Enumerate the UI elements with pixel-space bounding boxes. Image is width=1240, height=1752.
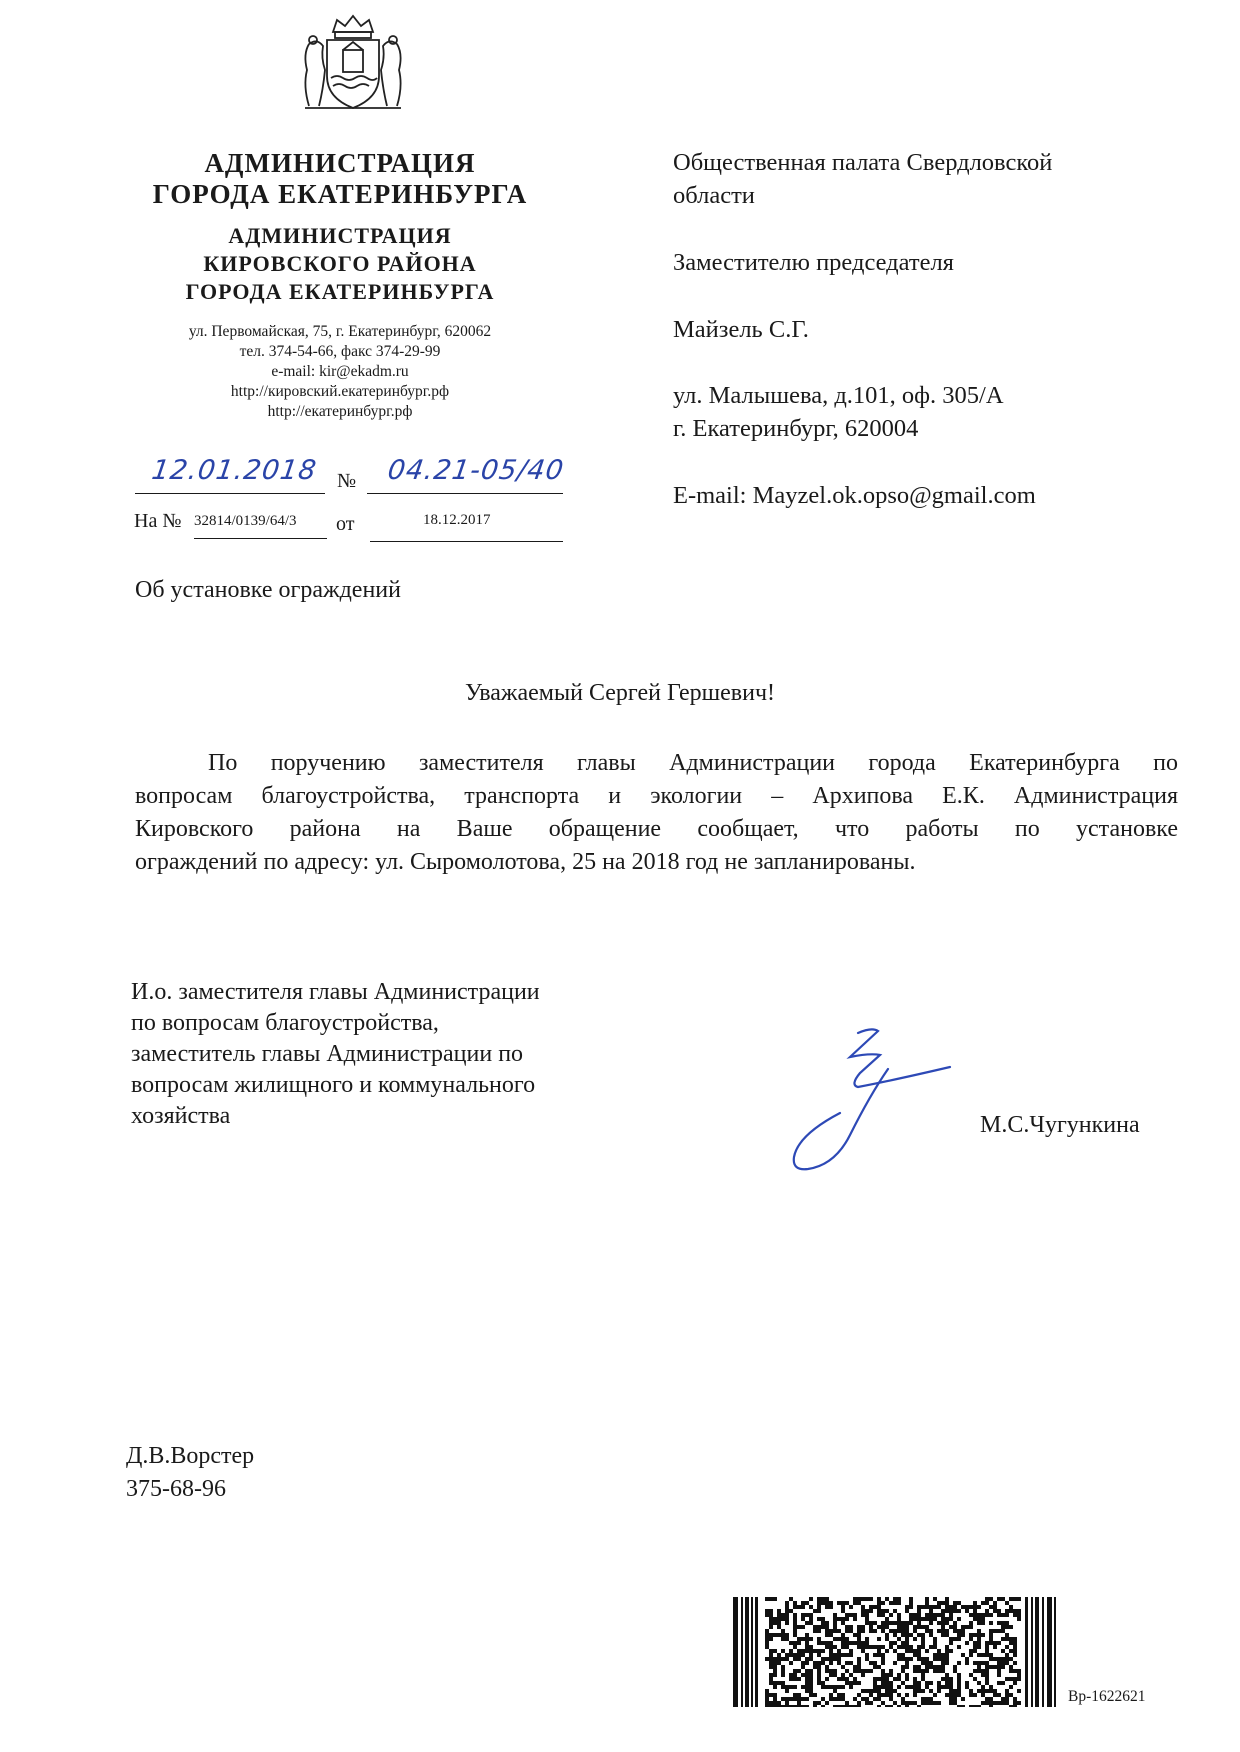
contact-block: [120, 322, 560, 422]
letter-subject: Об установке ограждений: [135, 577, 401, 603]
executor-phone: 375-68-96: [126, 1476, 226, 1502]
recipient-email: E-mail: Mayzel.ok.opso@gmail.com: [673, 482, 1036, 509]
coat-of-arms-icon: [297, 14, 409, 114]
handwritten-date: 12.01.2018: [149, 455, 319, 486]
reply-date-underline: [370, 541, 563, 542]
signatory-line-3: заместитель главы Администрации по: [131, 1041, 524, 1067]
number-underline: [367, 493, 563, 494]
recipient-org-line-1: Общественная палата Свердловской: [673, 149, 1053, 176]
organization-title: [120, 148, 560, 210]
org-line-2: ГОРОДА ЕКАТЕРИНБУРГА: [152, 179, 528, 209]
signatory-line-1: И.о. заместителя главы Администрации: [131, 979, 540, 1005]
body-line-1: По поручению заместителя главы Администрации города Екатеринбурга по: [208, 750, 1178, 776]
signatory-line-4: вопросам жилищного и коммунального: [131, 1072, 536, 1098]
recipient-address: [673, 379, 1004, 445]
from-label: от: [336, 513, 355, 535]
body-line-3: Кировского района на Ваше обращение сообщает, что работы по установке: [135, 816, 1178, 842]
signatory-line-2: по вопросам благоустройства,: [131, 1010, 439, 1036]
suborganization-title: [120, 222, 560, 306]
reply-label: На №: [134, 510, 182, 532]
signatory-name: М.С.Чугункина: [980, 1112, 1140, 1138]
sub-line-1: АДМИНИСТРАЦИЯ: [228, 223, 452, 248]
handwritten-number: 04.21-05/40: [385, 455, 567, 486]
recipient-address-line-2: г. Екатеринбург, 620004: [673, 415, 919, 442]
signatory-line-5: хозяйства: [131, 1103, 231, 1129]
contact-email: e-mail: kir@ekadm.ru: [271, 363, 409, 380]
recipient-org: [673, 146, 1052, 212]
recipient-org-line-2: области: [673, 182, 755, 209]
contact-site-district: http://кировский.екатеринбург.рф: [230, 383, 450, 400]
body-line-4: ограждений по адресу: ул. Сыромолотова, 25 на 2018 год не запланированы.: [135, 849, 916, 875]
org-line-1: АДМИНИСТРАЦИЯ: [204, 148, 476, 178]
contact-site-city: http://екатеринбург.рф: [267, 403, 413, 420]
date-underline: [135, 493, 325, 494]
recipient-position: Заместителю председателя: [673, 249, 954, 276]
letter-body: [135, 747, 1178, 879]
body-line-2: вопросам благоустройства, транспорта и экологии – Архипова Е.К. Администрация: [135, 783, 1178, 809]
handwritten-signature-icon: [780, 1025, 970, 1175]
sub-line-3: ГОРОДА ЕКАТЕРИНБУРГА: [185, 279, 495, 304]
barcode-number: Вр-1622621: [1068, 1688, 1146, 1705]
contact-address: ул. Первомайская, 75, г. Екатеринбург, 620062: [188, 323, 492, 340]
contact-phone: тел. 374-54-66, факс 374-29-99: [239, 343, 441, 360]
number-sign: №: [337, 470, 357, 492]
recipient-address-line-1: ул. Малышева, д.101, оф. 305/А: [673, 382, 1004, 409]
signatory-position: [131, 977, 691, 1132]
executor-name: Д.В.Ворстер: [126, 1443, 255, 1469]
sub-line-2: КИРОВСКОГО РАЙОНА: [203, 251, 477, 276]
executor-block: [126, 1440, 254, 1506]
greeting: Уважаемый Сергей Гершевич!: [464, 680, 776, 706]
barcode-icon: [733, 1597, 1058, 1707]
reply-number-underline: [194, 538, 327, 539]
recipient-name: Майзель С.Г.: [673, 316, 809, 343]
reply-number: 32814/0139/64/3: [194, 513, 297, 529]
reply-date: 18.12.2017: [423, 512, 491, 528]
